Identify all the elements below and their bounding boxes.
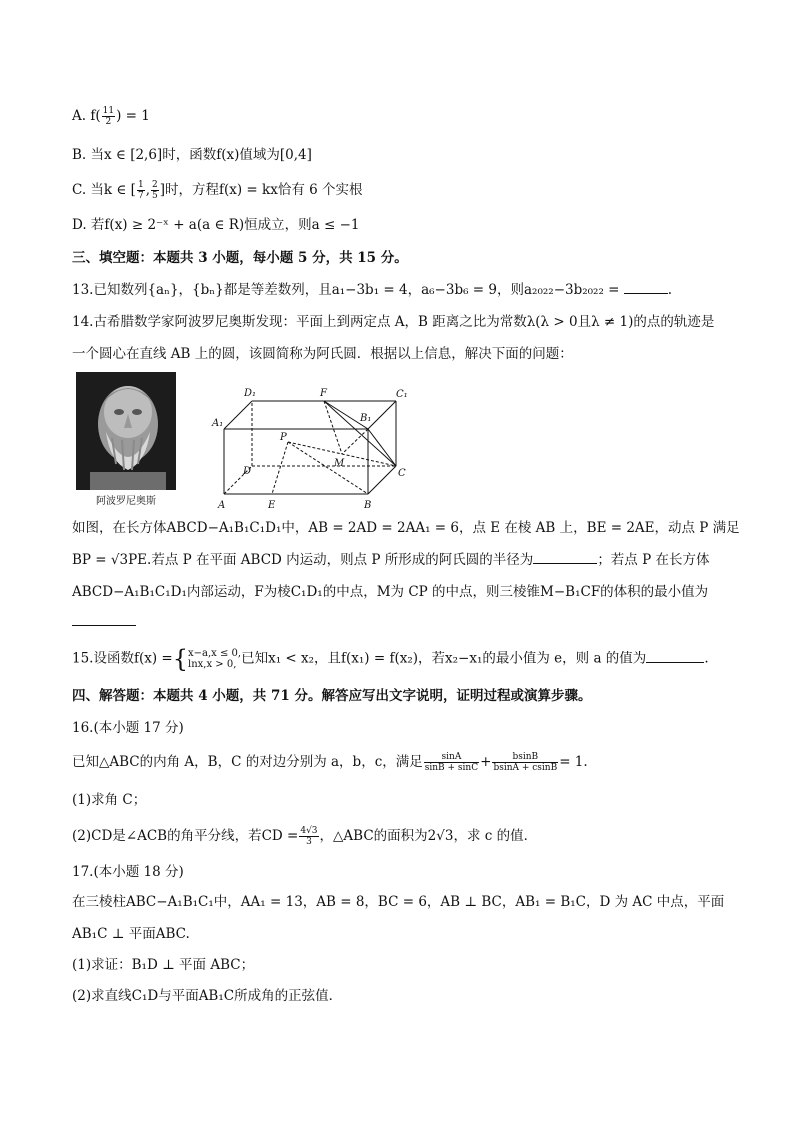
apollonius-portrait-image xyxy=(76,372,176,490)
answer-blank xyxy=(624,281,668,294)
label-a1: A₁ xyxy=(212,418,224,429)
question-14-line2: 一个圆心在直线 AB 上的圆，该圆简称为阿氏圆．根据以上信息，解决下面的问题： xyxy=(72,346,573,362)
fraction-2-over-5: $\frac{2}{5}$ xyxy=(152,180,158,201)
q13-text: 13.已知数列{aₙ}，{bₙ}都是等差数列，且a₁−3b₁ = 4，a₆−3b₆ = 9，则a₂₀₂₂−3b₂₀₂₂ = xyxy=(72,282,624,298)
q15-prefix: 15.设函数f(x) = xyxy=(72,650,173,667)
portrait-caption: 阿波罗尼奥斯 xyxy=(96,496,156,507)
option-a xyxy=(72,106,150,127)
label-f: F xyxy=(320,388,327,399)
q16-part2-suffix: ，△ABC的面积为2√3，求 c 的值． xyxy=(319,828,538,844)
q13-end: . xyxy=(667,282,673,298)
question-16-stem xyxy=(72,752,588,773)
label-p: P xyxy=(280,432,287,443)
segment-f-c xyxy=(324,401,396,466)
q14-line4b: ；若点 P 在长方体 xyxy=(597,552,710,568)
option-d: D. 若f(x) ≥ 2⁻ˣ + a(a ∈ R)恒成立，则a ≤ −1 xyxy=(72,217,360,233)
q14-line4a: BP = √3PE.若点 P 在平面 ABCD 内运动，则点 P 所形成的阿氏圆的半径为 xyxy=(72,552,534,568)
label-b: B xyxy=(364,500,372,511)
option-a-prefix: A. f( xyxy=(72,108,101,124)
q15-suffix: 已知x₁ < x₂，且f(x₁) = f(x₂)，若x₂−x₁的最小值为 e，则 a 的值为 xyxy=(241,650,647,667)
label-c: C xyxy=(398,468,406,479)
section-4-heading: 四、解答题：本题共 4 小题，共 71 分。解答应写出文字说明，证明过程或演算步骤。 xyxy=(72,688,592,704)
cuboid-diagram xyxy=(210,384,420,514)
label-m: M xyxy=(334,458,345,469)
question-17-header: 17.(本小题 18 分) xyxy=(72,864,184,880)
question-14-line6 xyxy=(72,612,136,632)
fraction-1-over-7: $\frac{1}{7}$ xyxy=(137,180,144,201)
edge-a1-d1 xyxy=(224,401,252,429)
q16-stem-suffix: = 1. xyxy=(559,754,588,770)
section-3-heading: 三、填空题：本题共 3 小题，每小题 5 分，共 15 分。 xyxy=(72,250,408,266)
option-c: C. 当k ∈ [ $\frac{1}{7}$ , $\frac{2}{5}$ ]时，方程f(x) = kx恰有 6 个实根 xyxy=(72,180,363,201)
q16-stem-prefix: 已知△ABC的内角 A，B，C 的对边分别为 a，b，c，满足 xyxy=(72,754,423,770)
label-a: A xyxy=(218,500,226,511)
piecewise-cases: x−a,x ≤ 0, lnx,x > 0, xyxy=(188,648,242,670)
label-c1: C₁ xyxy=(396,389,408,400)
option-c-suffix: ]时，方程f(x) = kx恰有 6 个实根 xyxy=(159,182,363,198)
question-16-part2 xyxy=(72,826,537,847)
fraction-cd: $\frac{4√3}{3}$ xyxy=(300,826,318,847)
fraction-sina: $\frac{\sin A}{\sin B + \sin C}$ xyxy=(424,752,479,773)
question-17-line1: 在三棱柱ABC−A₁B₁C₁中，AA₁ = 13，AB = 8，BC = 6，AB ⊥ BC，AB₁ = B₁C，D 为 AC 中点，平面 xyxy=(72,894,725,910)
label-b1: B₁ xyxy=(360,413,372,424)
piecewise-brace: { xyxy=(172,645,188,673)
option-a-suffix: ) = 1 xyxy=(116,108,150,124)
plus-sign: + xyxy=(480,754,492,770)
question-14-line3: 如图，在长方体ABCD−A₁B₁C₁D₁中，AB = 2AD = 2AA₁ = 6，点 E 在棱 AB 上，BE = 2AE，动点 P 满足 xyxy=(72,520,740,536)
label-d: D xyxy=(243,466,252,477)
edge-b1-c1 xyxy=(368,401,396,429)
answer-blank xyxy=(72,613,136,626)
question-17-part1: (1)求证：B₁D ⊥ 平面 ABC； xyxy=(72,957,255,973)
question-14-line4 xyxy=(72,550,709,570)
q15-end: . xyxy=(704,650,709,667)
fraction-11-over-2: $\frac{11}{2}$ xyxy=(102,106,115,127)
label-e: E xyxy=(268,500,276,511)
question-13 xyxy=(72,280,672,300)
fraction-bsinb: $\frac{bsinB}{bsinA + csinB}$ xyxy=(493,752,558,773)
q16-part2-prefix: (2)CD是∠ACB的角平分线，若CD = xyxy=(72,828,299,844)
answer-blank xyxy=(533,551,597,564)
question-15 xyxy=(72,645,709,673)
option-c-prefix: C. 当k ∈ [ xyxy=(72,182,136,198)
question-14-line1: 14.古希腊数学家阿波罗尼奥斯发现：平面上到两定点 A，B 距离之比为常数λ(λ > 0且λ ≠ 1)的点的轨迹是 xyxy=(72,314,715,330)
edge-b-c xyxy=(368,466,396,494)
segment-p-b xyxy=(288,442,368,494)
question-14-line5: ABCD−A₁B₁C₁D₁内部运动，F为棱C₁D₁的中点，M为 CP 的中点，则三棱锥M−B₁CF的体积的最小值为 xyxy=(72,584,709,600)
question-16-part1: (1)求角 C； xyxy=(72,792,147,808)
segment-b1-m xyxy=(342,429,368,454)
question-17-part2: (2)求直线C₁D与平面AB₁C所成角的正弦值． xyxy=(72,988,343,1004)
answer-blank xyxy=(646,650,704,663)
question-17-line2: AB₁C ⊥ 平面ABC. xyxy=(72,926,190,942)
segment-p-e xyxy=(272,442,288,494)
option-b: B. 当x ∈ [2,6]时，函数f(x)值域为[0,4] xyxy=(72,147,312,163)
question-16-header: 16.(本小题 17 分) xyxy=(72,720,184,736)
label-d1: D₁ xyxy=(244,388,257,399)
